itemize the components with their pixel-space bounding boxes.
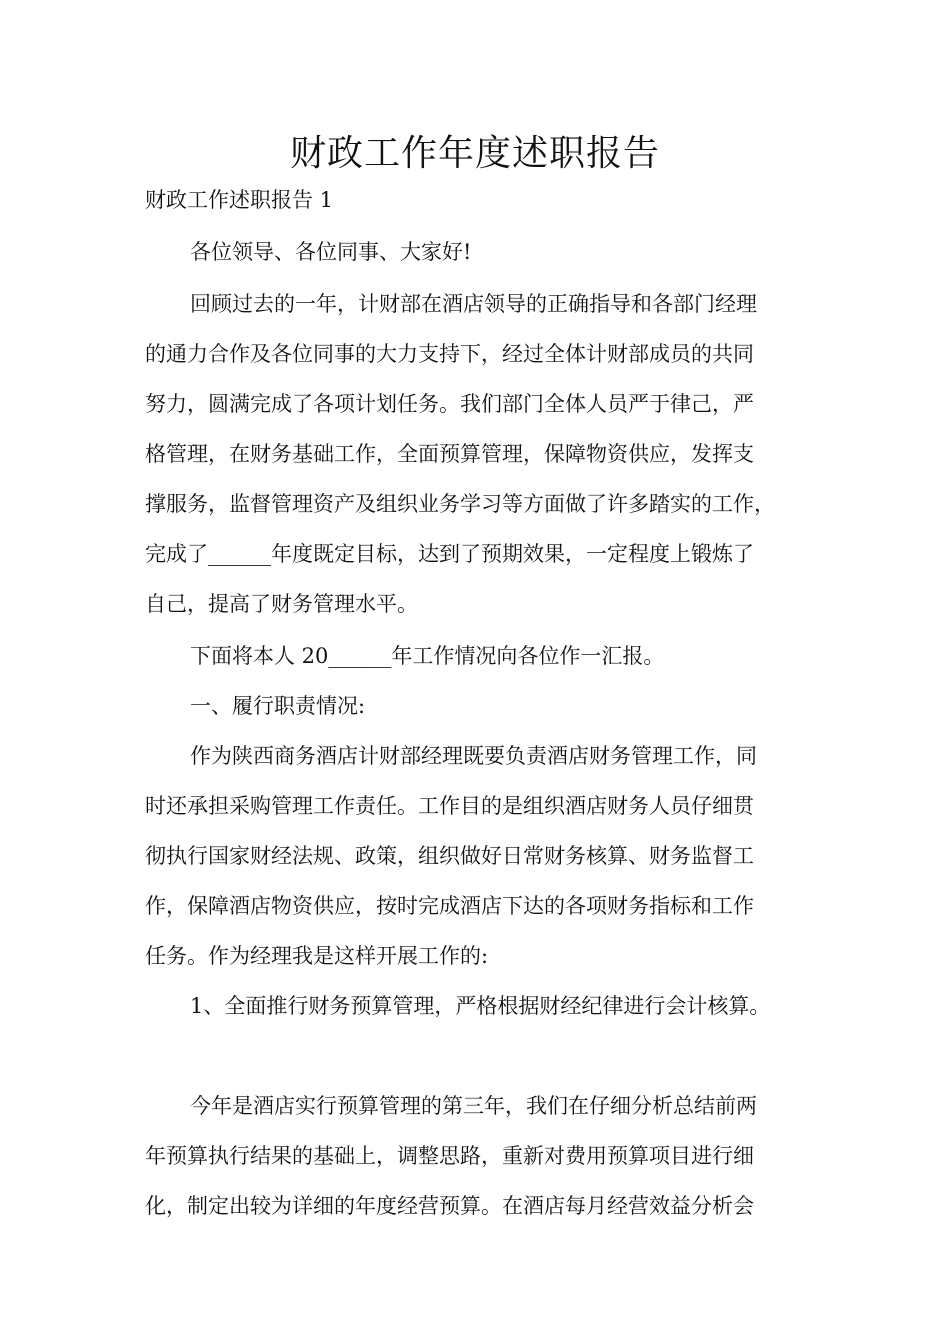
greeting-line: 各位领导、各位同事、大家好! <box>190 240 472 264</box>
text-line: 化，制定出较为详细的年度经营预算。在酒店每月经营效益分析会 <box>145 1194 754 1218</box>
section-heading: 一、履行职责情况: <box>190 694 366 718</box>
text-line: 任务。作为经理我是这样开展工作的: <box>145 944 489 968</box>
text-line: 时还承担采购管理工作责任。工作目的是组织酒店财务人员仔细贯 <box>145 794 754 818</box>
text-line: 彻执行国家财经法规、政策，组织做好日常财务核算、财务监督工 <box>145 844 754 868</box>
text-line: 的通力合作及各位同事的大力支持下，经过全体计财部成员的共同 <box>145 342 754 366</box>
text-line: 自己，提高了财务管理水平。 <box>145 592 418 616</box>
text-line: 作，保障酒店物资供应，按时完成酒店下达的各项财务指标和工作 <box>145 894 754 918</box>
text-line: 完成了______年度既定目标，达到了预期效果，一定程度上锻炼了 <box>145 542 754 566</box>
text-line: 下面将本人 20______年工作情况向各位作一汇报。 <box>190 644 665 668</box>
text-line: 作为陕西商务酒店计财部经理既要负责酒店财务管理工作，同 <box>190 744 757 768</box>
section-subtitle: 财政工作述职报告 1 <box>145 188 334 212</box>
document-title: 财政工作年度述职报告 <box>289 133 660 174</box>
text-line: 格管理，在财务基础工作，全面预算管理，保障物资供应，发挥支 <box>145 442 754 466</box>
text-line: 年预算执行结果的基础上，调整思路，重新对费用预算项目进行细 <box>145 1144 754 1168</box>
text-line: 今年是酒店实行预算管理的第三年，我们在仔细分析总结前两 <box>190 1094 757 1118</box>
text-line: 回顾过去的一年，计财部在酒店领导的正确指导和各部门经理 <box>190 292 757 316</box>
subsection-heading: 1、全面推行财务预算管理，严格根据财经纪律进行会计核算。 <box>190 994 771 1018</box>
text-line: 撑服务，监督管理资产及组织业务学习等方面做了许多踏实的工作， <box>145 492 775 516</box>
text-line: 努力，圆满完成了各项计划任务。我们部门全体人员严于律己，严 <box>145 392 754 416</box>
